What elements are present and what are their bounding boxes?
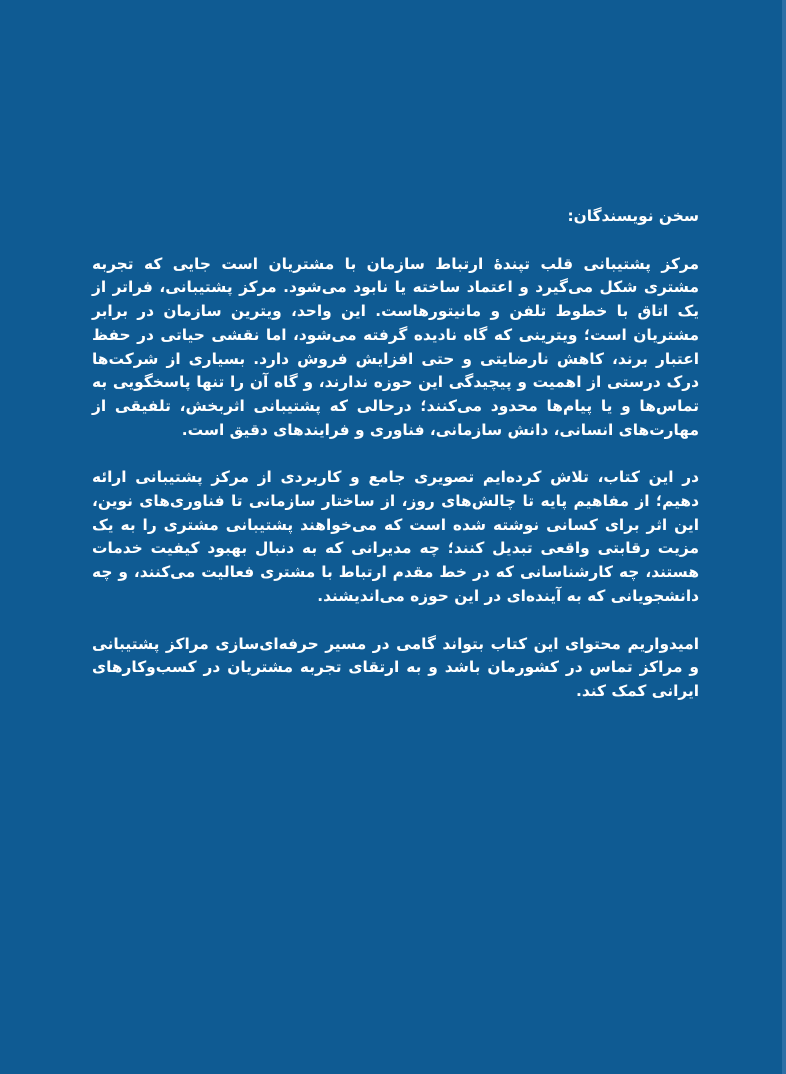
authors-note — [92, 205, 699, 728]
cover-edge-strip — [782, 0, 786, 1074]
section-heading: سخن نویسندگان: — [567, 207, 699, 225]
paragraph-1: مرکز پشتیبانی قلب تپندهٔ ارتباط سازمان با مشتریان است جایی که تجربه مشتری شکل می‌گیرد و اعتماد ساخته یا نابود می‌شود. مرکز پشتیبانی، فراتر از یک اتاق با خطوط تلفن و مانیتورهاست. این واحد، ویترین سازمان در برابر مشتریان است؛ ویترینی که گاه نادیده گرفته می‌شود، اما نقشی حیاتی در حفظ اعتبار برند، کاهش نارضایتی و حتی افزایش فروش دارد. بسیاری از شرکت‌ها درک درستی از اهمیت و پیچیدگی این حوزه ندارند، و گاه آن را تنها پاسخگویی به تماس‌ها و یا پیام‌ها محدود می‌کنند؛ درحالی که پشتیبانی اثربخش، تلفیقی از مهارت‌های انسانی، دانش سازمانی، فناوری و فرایندهای دقیق است. — [92, 254, 699, 439]
paragraph-3: امیدواریم محتوای این کتاب بتواند گامی در مسیر حرفه‌ای‌سازی مراکز پشتیبانی و مراکز تماس در کشورمان باشد و به ارتقای تجربه مشتریان در کسب‌وکارهای ایرانی کمک کند. — [92, 634, 699, 700]
paragraph-2: در این کتاب، تلاش کرده‌ایم تصویری جامع و کاربردی از مرکز پشتیبانی ارائه دهیم؛ از مفاهیم پایه تا چالش‌های روز، از ساختار سازمانی تا فناوری‌های نوین، این اثر برای کسانی نوشته شده است که می‌خواهند پشتیبانی مشتری را به یک مزیت رقابتی واقعی تبدیل کنند؛ چه مدیرانی که به دنبال بهبود کیفیت خدمات هستند، چه کارشناسانی که در خط مقدم ارتباط با مشتری فعالیت می‌کنند، و چه دانشجویانی که به آینده‌ای در این حوزه می‌اندیشند. — [92, 468, 699, 605]
